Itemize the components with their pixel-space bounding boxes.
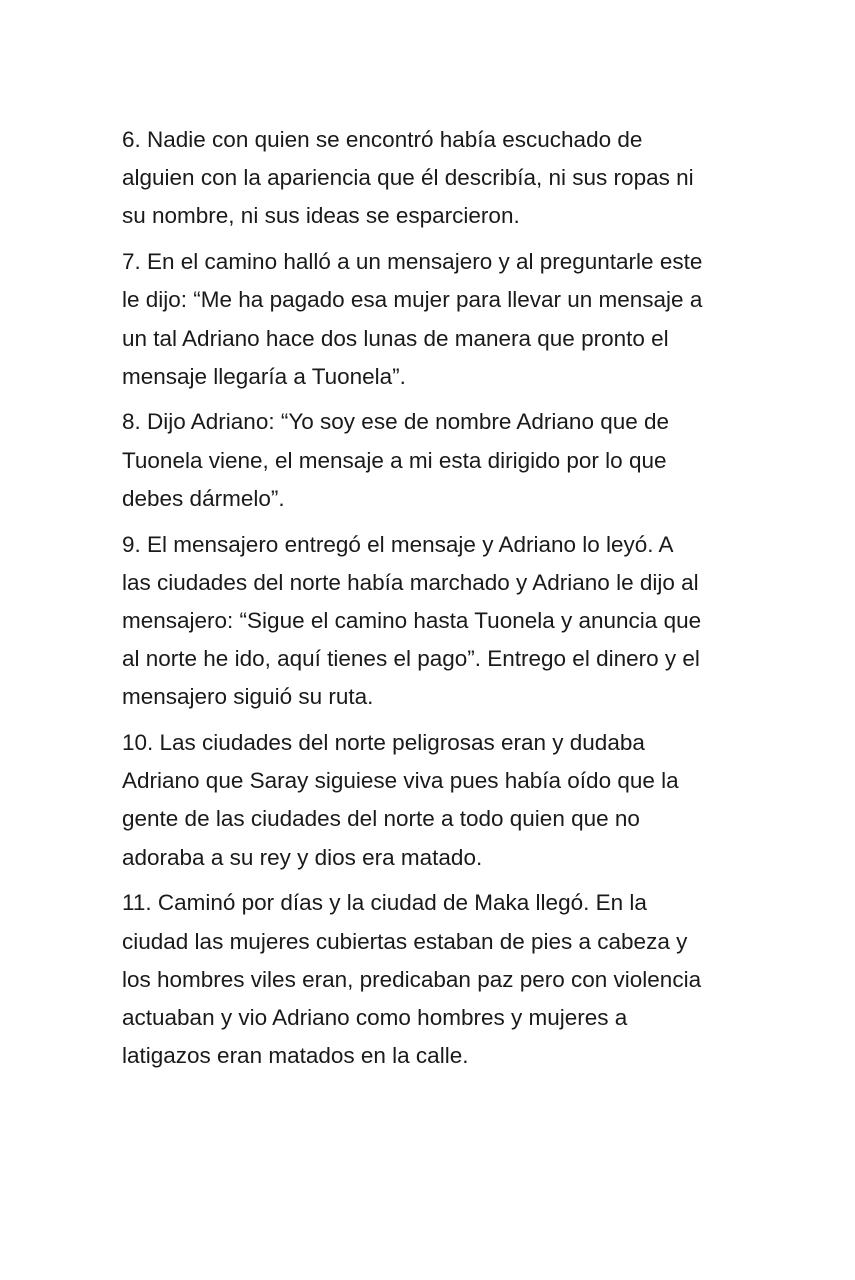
paragraph-6 <box>122 121 747 236</box>
paragraph-11 <box>122 884 747 1075</box>
text-line: actuaban y vio Adriano como hombres y mujeres a <box>122 1004 628 1030</box>
text-line: Tuonela viene, el mensaje a mi esta dirigido por lo que <box>122 447 667 473</box>
text-line: ciudad las mujeres cubiertas estaban de pies a cabeza y <box>122 928 688 954</box>
text-line: los hombres viles eran, predicaban paz pero con violencia <box>122 966 702 992</box>
text-line: Adriano que Saray siguiese viva pues había oído que la <box>122 768 679 794</box>
text-line: un tal Adriano hace dos lunas de manera que pronto el <box>122 325 669 351</box>
text-line: latigazos eran matados en la calle. <box>122 1043 469 1069</box>
paragraph-10 <box>122 724 747 877</box>
text-line: alguien con la apariencia que él describía, ni sus ropas ni <box>122 165 694 191</box>
text-line: 10. Las ciudades del norte peligrosas eran y dudaba <box>122 730 645 756</box>
paragraph-8 <box>122 403 747 518</box>
text-line: 11. Caminó por días y la ciudad de Maka llegó. En la <box>122 890 647 916</box>
text-line: 9. El mensajero entregó el mensaje y Adriano lo leyó. A <box>122 531 674 557</box>
text-line: adoraba a su rey y dios era matado. <box>122 844 483 870</box>
paragraph-9 <box>122 526 747 717</box>
document-body <box>122 121 747 1083</box>
text-line: mensaje llegaría a Tuonela”. <box>122 363 406 389</box>
paragraph-7 <box>122 243 747 396</box>
text-line: su nombre, ni sus ideas se esparcieron. <box>122 203 520 229</box>
text-line: al norte he ido, aquí tienes el pago”. Entrego el dinero y el <box>122 646 700 672</box>
text-line: 8. Dijo Adriano: “Yo soy ese de nombre Adriano que de <box>122 409 670 435</box>
text-line: debes dármelo”. <box>122 485 285 511</box>
text-line: le dijo: “Me ha pagado esa mujer para llevar un mensaje a <box>122 287 703 313</box>
text-line: las ciudades del norte había marchado y Adriano le dijo al <box>122 569 699 595</box>
text-line: gente de las ciudades del norte a todo quien que no <box>122 806 640 832</box>
text-line: 7. En el camino halló a un mensajero y al preguntarle este <box>122 249 703 275</box>
text-line: mensajero siguió su ruta. <box>122 684 374 710</box>
text-line: mensajero: “Sigue el camino hasta Tuonela y anuncia que <box>122 607 702 633</box>
text-line: 6. Nadie con quien se encontró había escuchado de <box>122 127 643 152</box>
